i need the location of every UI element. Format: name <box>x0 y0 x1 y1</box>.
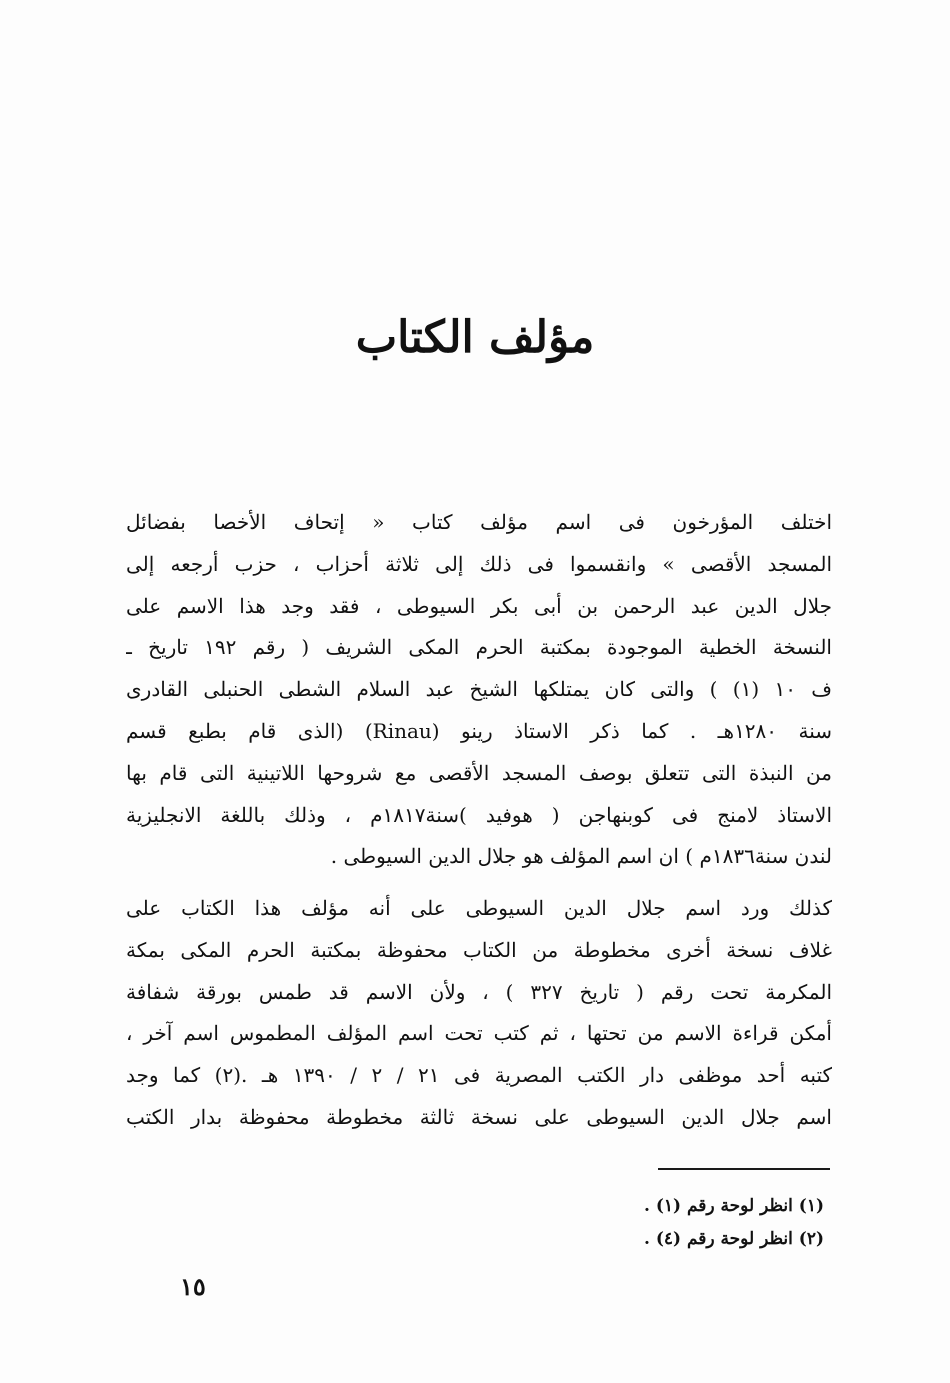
footnote-2: (٢) انظر لوحة رقم (٤) . <box>644 1229 824 1249</box>
text-line: أمكن قراءة الاسم من تحتها ، ثم كتب تحت اسم المؤلف المطموس اسم آخر ، <box>126 1021 832 1046</box>
text-line: لندن سنة١٨٣٦م ) ان اسم المؤلف هو جلال الدين السيوطى . <box>330 844 832 869</box>
text-line: كتبه أحد موظفى دار الكتب المصرية فى ٢١ / ٢ / ١٣٩٠ هـ .(٢) كما وجد <box>126 1063 832 1088</box>
text-line: المسجد الأقصى » وانقسموا فى ذلك إلى ثلاثة أحزاب ، حزب أرجعه إلى <box>126 551 832 576</box>
text-line: النسخة الخطية الموجودة بمكتبة الحرم المكى الشريف ( رقم ١٩٢ تاريخ ـ <box>126 635 832 660</box>
text-line: غلاف نسخة أخرى مخطوطة من الكتاب محفوظة بمكتبة الحرم المكى بمكة <box>126 937 832 962</box>
text-line: ف ١٠ (١) ) والتى كان يمتلكها الشيخ عبد السلام الشطى الحنبلى القادرى <box>126 677 832 702</box>
text-line: سنة ١٢٨٠هـ . كما ذكر الاستاذ رينو (Rinau) (الذى قام بطبع قسم <box>126 718 832 743</box>
text-line: المكرمة تحت رقم ( تاريخ ٣٢٧ ) ، ولأن الاسم قد طمس بورقة شفافة <box>126 979 832 1004</box>
chapter-title: مؤلف الكتاب <box>355 312 595 363</box>
text-line: الاستاذ لامنج فى كوبنهاجن ( هوفيد )سنة١٨١٧م ، وذلك باللغة الانجليزية <box>126 802 832 827</box>
text-line: اختلف المؤرخون فى اسم مؤلف كتاب « إتحاف الأخصا بفضائل <box>126 510 832 534</box>
footnotes <box>504 1190 824 1256</box>
text-line: من النبذة التى تتعلق بوصف المسجد الأقصى مع شروحها اللاتينية التى قام بها <box>126 760 832 785</box>
footnote-separator <box>658 1168 830 1170</box>
text-line: كذلك ورد اسم جلال الدين السيوطى على أنه مؤلف هذا الكتاب على <box>126 896 832 920</box>
footnote-1: (١) انظر لوحة رقم (١) . <box>644 1196 824 1216</box>
page-number: ١٥ <box>180 1272 206 1301</box>
paragraph-1 <box>126 502 832 878</box>
text-line: اسم جلال الدين السيوطى على نسخة ثالثة مخطوطة محفوظة بدار الكتب <box>126 1104 832 1129</box>
paragraph-2 <box>126 888 832 1139</box>
text-line: جلال الدين عبد الرحمن بن أبى بكر السيوطى ، فقد وجد هذا الاسم على <box>126 593 832 618</box>
